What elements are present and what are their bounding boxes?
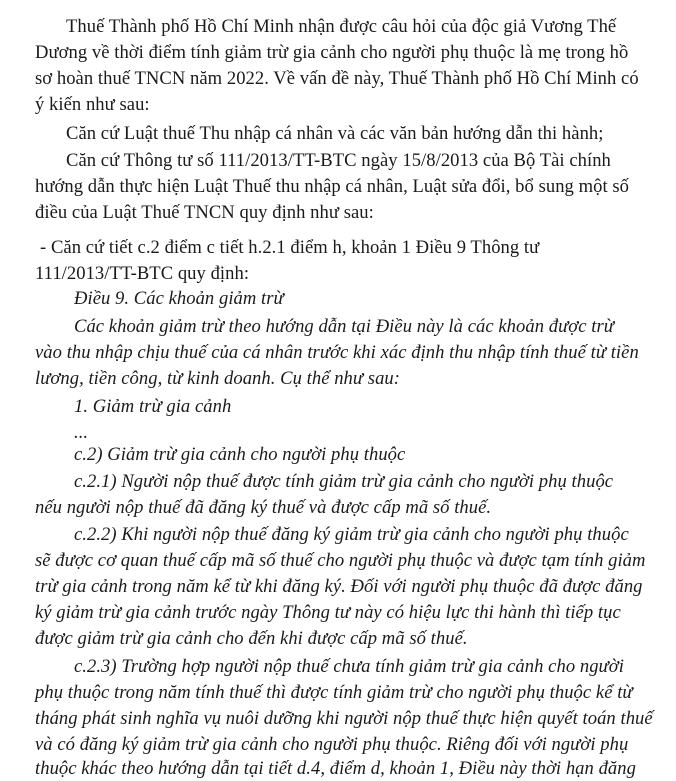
c22-line-1: c.2.2) Khi người nộp thuế đăng ký giảm trừ gia cảnh cho người phụ thuộc	[74, 524, 629, 545]
c23-line-5: thuộc khác theo hướng dẫn tại tiết d.4, điểm d, khoản 1, Điều này thời hạn đăng	[35, 758, 636, 779]
c21-line-2: nếu người nộp thuế đã đăng ký thuế và được cấp mã số thuế.	[35, 497, 492, 518]
citation-line-2: 111/2013/TT-BTC quy định:	[35, 263, 250, 284]
ellipsis-line: ...	[74, 422, 89, 443]
intro-line-4: ý kiến như sau:	[35, 94, 150, 115]
c23-line-4: và có đăng ký giảm trừ gia cảnh cho người phụ thuộc. Riêng đối với người phụ	[35, 734, 629, 755]
basis-circular-line-2: hướng dẫn thực hiện Luật Thuế thu nhập cá nhân, Luật sửa đổi, bổ sung một số	[35, 176, 629, 197]
c2-heading: c.2) Giảm trừ gia cảnh cho người phụ thuộc	[74, 444, 406, 465]
c23-line-1: c.2.3) Trường hợp người nộp thuế chưa tính giảm trừ gia cảnh cho người	[74, 656, 624, 677]
intro-line-3: sơ hoàn thuế TNCN năm 2022. Về vấn đề này, Thuế Thành phố Hồ Chí Minh có	[35, 68, 639, 89]
basis-circular-line-3: điều của Luật Thuế TNCN quy định như sau:	[35, 202, 374, 223]
intro-line-1: Thuế Thành phố Hồ Chí Minh nhận được câu hỏi của độc giả Vương Thế	[66, 16, 617, 37]
c21-line-1: c.2.1) Người nộp thuế được tính giảm trừ gia cảnh cho người phụ thuộc	[74, 471, 614, 492]
c23-line-3: tháng phát sinh nghĩa vụ nuôi dưỡng khi người nộp thuế thực hiện quyết toán thuế	[35, 708, 653, 729]
c22-line-2: sẽ được cơ quan thuế cấp mã số thuế cho người phụ thuộc và được tạm tính giảm	[35, 550, 646, 571]
deductions-line-2: vào thu nhập chịu thuế của cá nhân trước khi xác định thu nhập tính thuế từ tiền	[35, 342, 639, 363]
c22-line-3: trừ gia cảnh trong năm kể từ khi đăng ký. Đối với người phụ thuộc đã được đăng	[35, 576, 643, 597]
article-heading: Điều 9. Các khoản giảm trừ	[74, 288, 284, 309]
citation-line-1: - Căn cứ tiết c.2 điểm c tiết h.2.1 điểm h, khoản 1 Điều 9 Thông tư	[40, 237, 540, 258]
c22-line-5: được giảm trừ gia cảnh cho đến khi được cấp mã số thuế.	[35, 628, 468, 649]
deductions-line-1: Các khoản giảm trừ theo hướng dẫn tại Điều này là các khoản được trừ	[74, 316, 614, 337]
basis-law-line: Căn cứ Luật thuế Thu nhập cá nhân và các văn bản hướng dẫn thi hành;	[66, 123, 604, 144]
item-1-heading: 1. Giảm trừ gia cảnh	[74, 396, 232, 417]
c23-line-2: phụ thuộc trong năm tính thuế thì được tính giảm trừ cho người phụ thuộc kể từ	[35, 682, 633, 703]
deductions-line-3: lương, tiền công, từ kinh doanh. Cụ thể như sau:	[35, 368, 401, 389]
c22-line-4: ký giảm trừ gia cảnh trước ngày Thông tư này có hiệu lực thi hành thì tiếp tục	[35, 602, 621, 623]
intro-line-2: Dương về thời điểm tính giảm trừ gia cảnh cho người phụ thuộc là mẹ trong hồ	[35, 42, 629, 63]
basis-circular-line-1: Căn cứ Thông tư số 111/2013/TT-BTC ngày 15/8/2013 của Bộ Tài chính	[66, 150, 611, 171]
